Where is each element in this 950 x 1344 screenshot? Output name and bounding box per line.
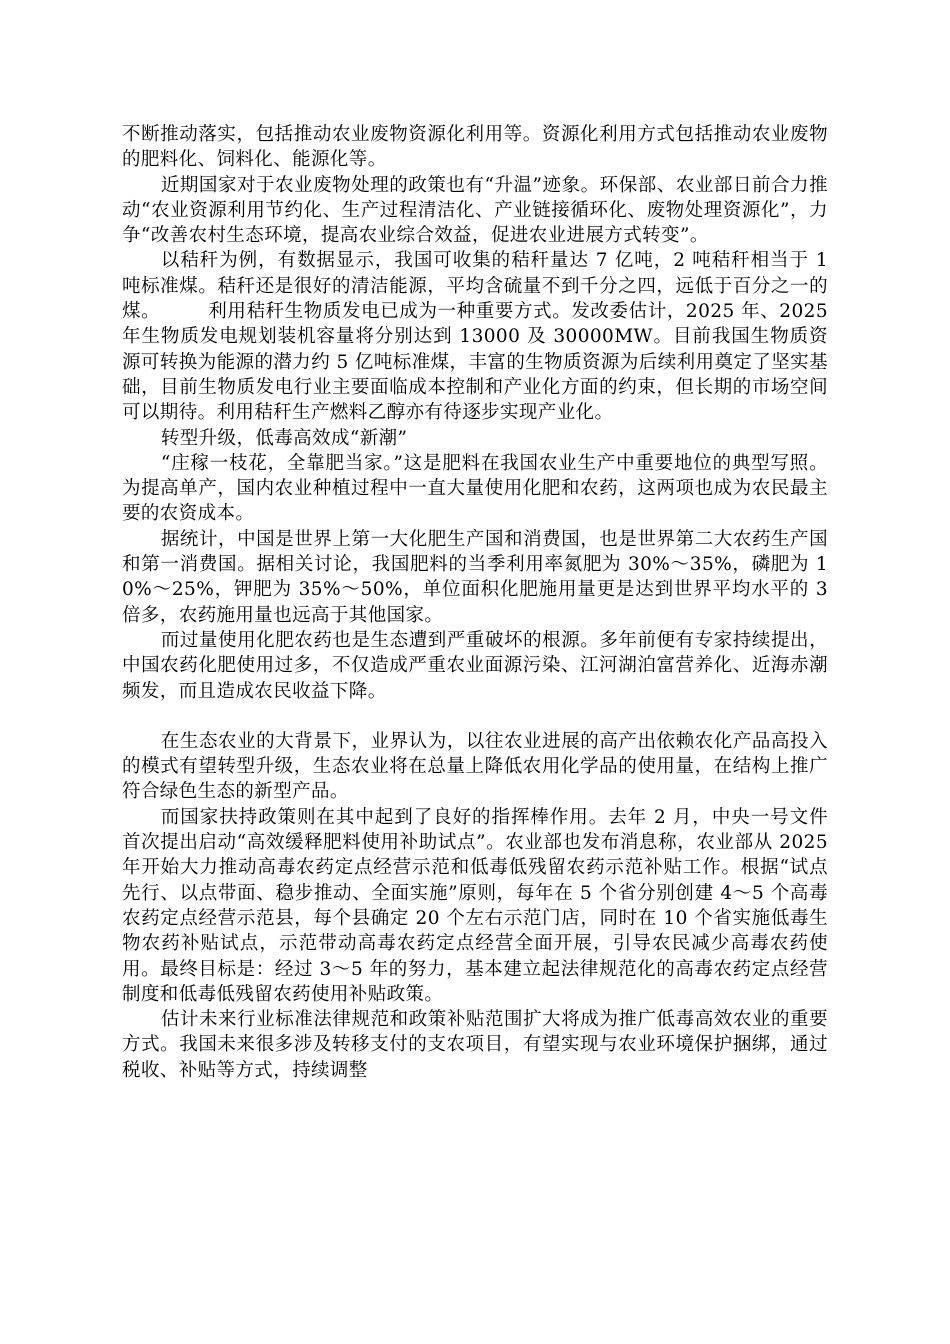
paragraph: 以秸秆为例，有数据显示，我国可收集的秸秆量达 7 亿吨，2 吨秸秆相当于 1 吨标准煤。秸秆还是很好的清洁能源，平均含硫量不到千分之四，远低于百分之一的煤。 利用秸秆生物质发电已成为一种重要方式。发改委估计，2025 年、2025 年生物质发电规划装机容量将分别达到 13000 及 30000MW。目前我国生物质资源可转换为能源的潜力约 5 亿吨标准煤，丰富的生物质资源为后续利用奠定了坚实基础，目前生物质发电行业主要面临成本控制和产业化方面的约束，但长期的市场空间可以期待。利用秸秆生产燃料乙醇亦有待逐步实现产业化。 <box>122 250 828 424</box>
paragraph: 而过量使用化肥农药也是生态遭到严重破坏的根源。多年前便有专家持续提出，中国农药化肥使用过多，不仅造成严重农业面源污染、江河湖泊富营养化、近海赤潮频发，而且造成农民收益下降。 <box>122 629 828 702</box>
document-body <box>122 122 828 1083</box>
paragraph: 据统计，中国是世界上第一大化肥生产国和消费国，也是世界第二大农药生产国和第一消费国。据相关讨论，我国肥料的当季利用率氮肥为 30%～35%，磷肥为 10%～25%，钾肥为 35%～50%，单位面积化肥施用量更是达到世界平均水平的 3 倍多，农药施用量也远高于其他国家。 <box>122 528 828 626</box>
paragraph: 不断推动落实，包括推动农业废物资源化利用等。资源化利用方式包括推动农业废物的肥料化、饲料化、能源化等。 <box>122 124 828 171</box>
blank-line <box>122 704 828 729</box>
section-heading: 转型升级，低毒高效成“新潮” <box>160 427 408 449</box>
paragraph: 而国家扶持政策则在其中起到了良好的指挥棒作用。去年 2 月，中央一号文件首次提出启动“高效缓释肥料使用补助试点”。农业部也发布消息称，农业部从 2025 年开始大力推动高毒农药定点经营示范和低毒低残留农药示范补贴工作。根据“试点先行、以点带面、稳步推动、全面实施”原则，每年在 5 个省分别创建 4～5 个高毒农药定点经营示范县，每个县确定 20 个左右示范门店，同时在 10 个省实施低毒生物农药补贴试点，示范带动高毒农药定点经营全面开展，引导农民减少高毒农药使用。最终目标是：经过 3～5 年的努力，基本建立起法律规范化的高毒农药定点经营制度和低毒低残留农药使用补贴政策。 <box>122 806 828 1005</box>
paragraph: “庄稼一枝花，全靠肥当家。”这是肥料在我国农业生产中重要地位的典型写照。为提高单产，国内农业种植过程中一直大量使用化肥和农药，这两项也成为农民最主要的农资成本。 <box>122 452 828 525</box>
paragraph: 估计未来行业标准法律规范和政策补贴范围扩大将成为推广低毒高效农业的重要方式。我国未来很多涉及转移支付的支农项目，有望实现与农业环境保护捆绑，通过税收、补贴等方式，持续调整 <box>122 1009 828 1081</box>
paragraph: 近期国家对于农业废物处理的政策也有“升温”迹象。环保部、农业部日前合力推动“农业资源利用节约化、生产过程清洁化、产业链接循环化、废物处理资源化”，力争“改善农村生态环境，提高农业综合效益，促进农业进展方式转变”。 <box>122 174 828 247</box>
paragraph: 在生态农业的大背景下，业界认为，以往农业进展的高产出依赖农化产品高投入的模式有望转型升级，生态农业将在总量上降低农用化学品的使用量，在结构上推广符合绿色生态的新型产品。 <box>122 730 828 803</box>
